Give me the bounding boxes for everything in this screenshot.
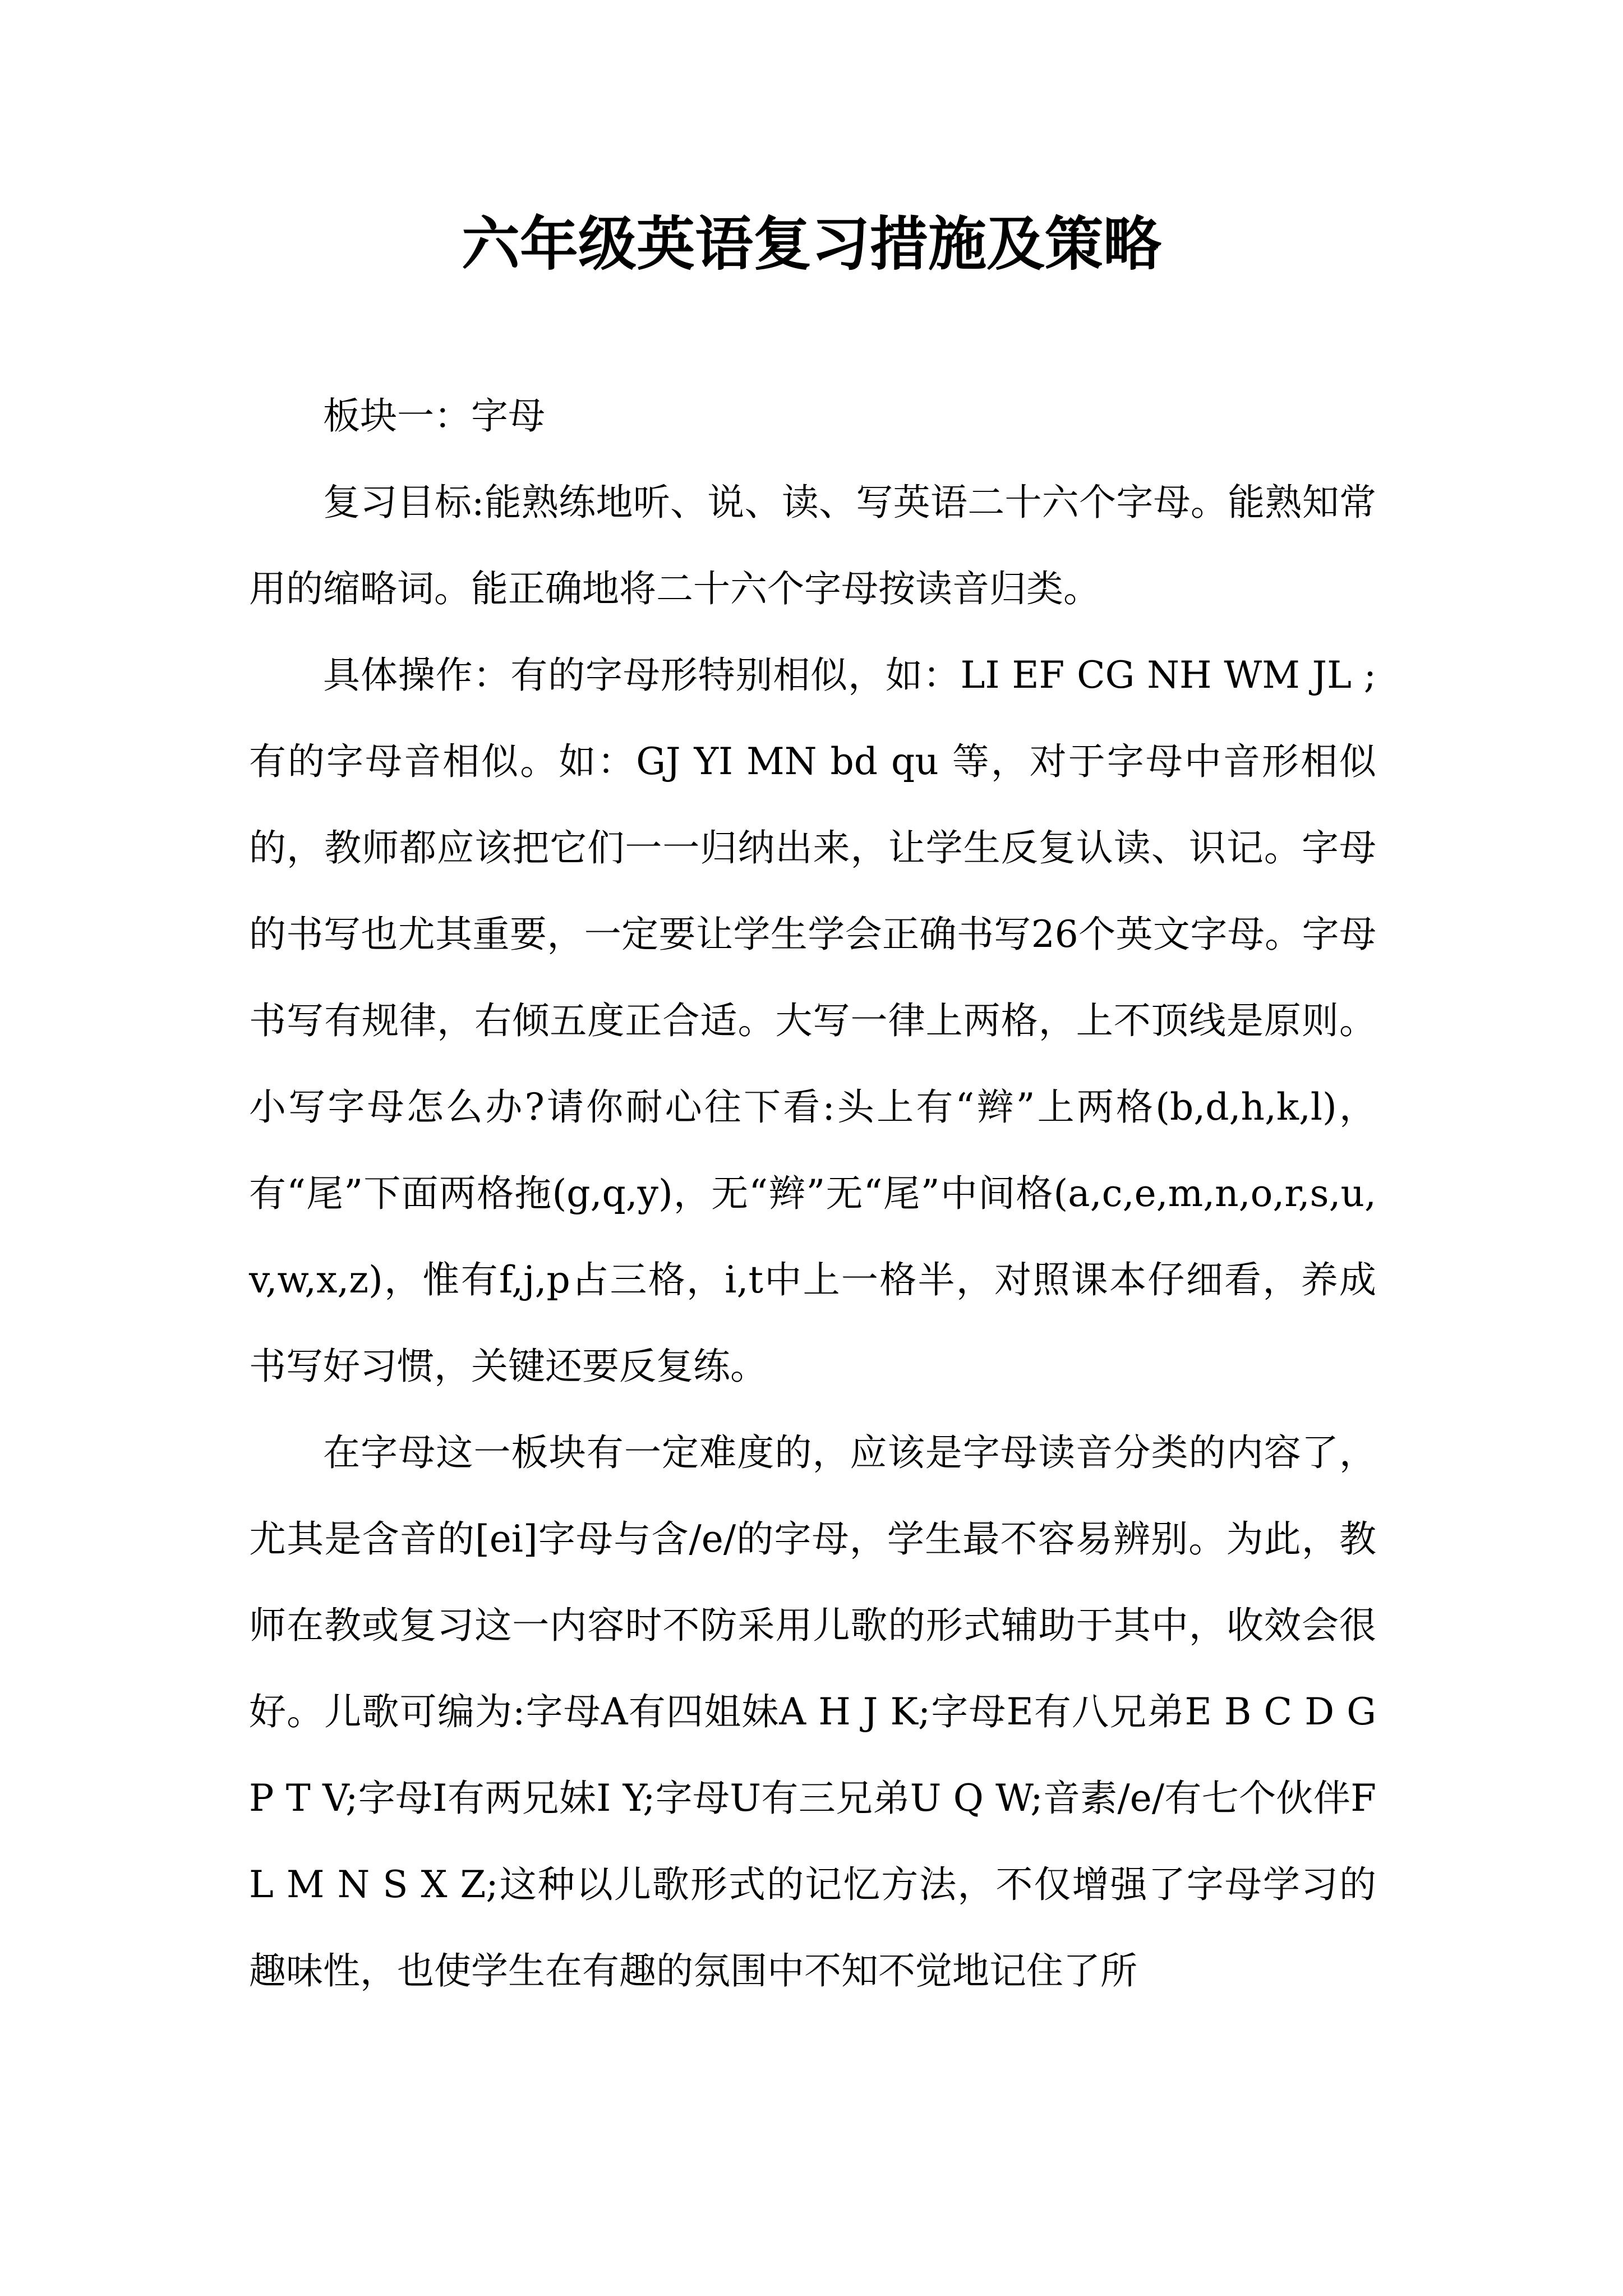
section-heading: 板块一：字母 [323,394,545,438]
document-body [249,373,1376,2014]
paragraph-review-goal: 复习目标:能熟练地听、说、读、写英语二十六个字母。能熟知常用的缩略词。能正确地将二十六个字母按读音归类。 [249,481,1376,610]
paragraph-specific-operation: 具体操作：有的字母形特别相似，如：LI EF CG NH WM JL ;有的字母音相似。如：GJ YI MN bd qu 等，对于字母中音形相似的，教师都应该把它们一一归纳出来，让学生反复认读、识记。字母的书写也尤其重要，一定要让学生学会正确书写26个英文字母。字母书写有规律，右倾五度正合适。大写一律上两格，上不顶线是原则。小写字母怎么办?请你耐心往下看:头上有“辫”上两格(b,d,h,k,l)，有“尾”下面两格拖(g,q,y)，无“辫”无“尾”中间格(a,c,e,m,n,o,r,s,u,v,w,x,z)，惟有f,j,p占三格，i,t中上一格半，对照课本仔细看，养成书写好习惯，关键还要反复练。 [249,654,1376,1388]
paragraph-letter-sound-rhyme: 在字母这一板块有一定难度的，应该是字母读音分类的内容了，尤其是含音的[ei]字母与含/e/的字母，学生最不容易辨别。为此，教师在教或复习这一内容时不防采用儿歌的形式辅助于其中，收效会很好。儿歌可编为:字母A有四姐妹A H J K;字母E有八兄弟E B C D G P T V;字母I有两兄妹I Y;字母U有三兄弟U Q W;音素/e/有七个伙伴F L M N S X Z;这种以儿歌形式的记忆方法，不仅增强了字母学习的趣味性，也使学生在有趣的氛围中不知不觉地记住了所 [249,1431,1376,1993]
document-title: 六年级英语复习措施及策略 [461,210,1161,278]
